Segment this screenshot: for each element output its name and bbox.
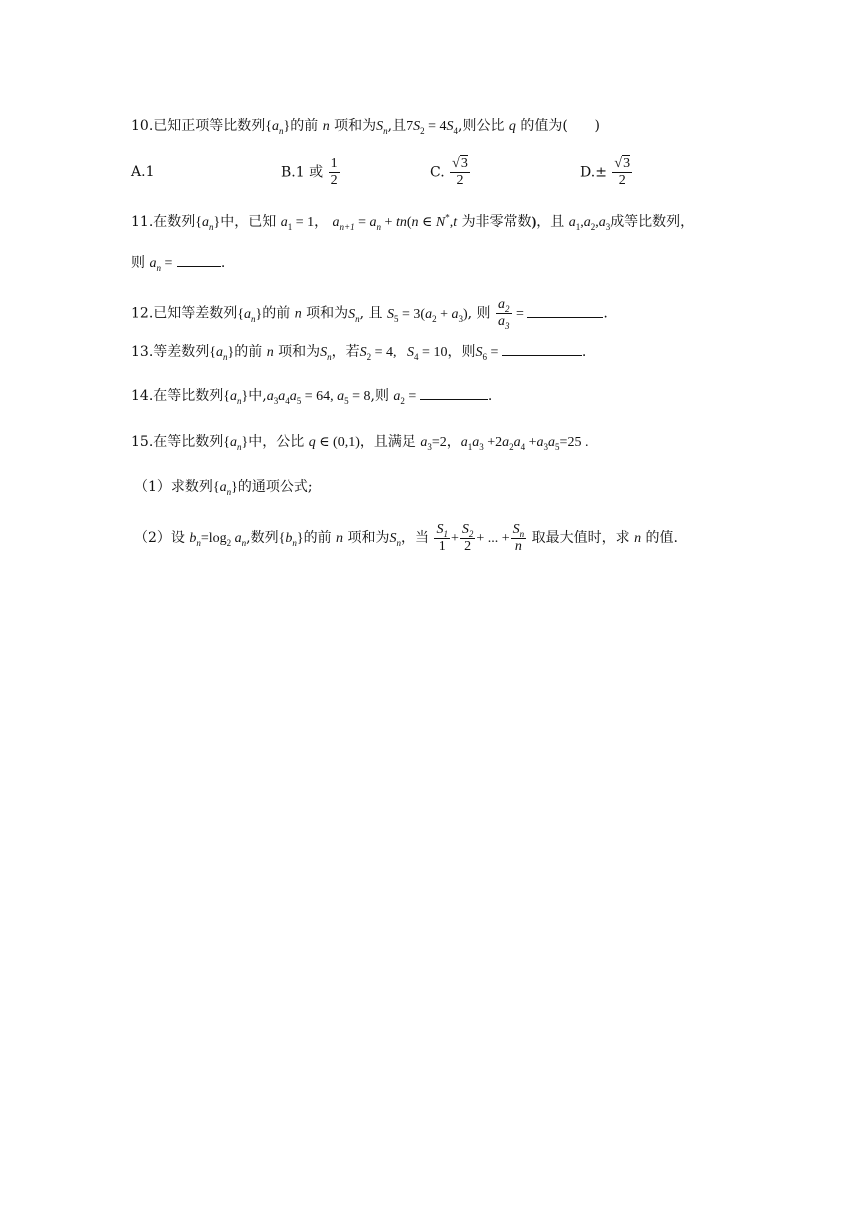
answer-blank[interactable] bbox=[527, 305, 603, 318]
question-number: 11. bbox=[131, 214, 154, 230]
question-text: 等差数列 bbox=[153, 344, 210, 360]
question-text: ,则 bbox=[370, 388, 389, 404]
answer-blank[interactable] bbox=[177, 254, 221, 267]
math-expr: $\{a_n\}$ bbox=[223, 435, 249, 452]
question-text: 为非零常数 bbox=[461, 214, 532, 230]
question-text: 项和为 bbox=[347, 530, 390, 546]
math-expr: q ∈ (0,1) bbox=[308, 435, 360, 450]
fraction: $\frac{S_1}{1}$ bbox=[436, 521, 448, 554]
question-text: ， bbox=[314, 214, 329, 230]
question-text: 中, bbox=[248, 388, 267, 404]
math-expr: $a_3a_4a_5 = 64$, $a_5 = 8$ bbox=[266, 389, 371, 406]
math-expr: $\{a_n\}$ bbox=[223, 389, 249, 406]
answer-blank[interactable] bbox=[420, 387, 488, 400]
fraction: $\frac{a_2}{a_3}$ bbox=[498, 297, 510, 331]
option-c bbox=[430, 156, 471, 189]
option-label: C. bbox=[430, 164, 445, 181]
math-expr: $S_n$ bbox=[348, 306, 360, 324]
option-label: D. bbox=[580, 164, 596, 181]
question-text: , 则 bbox=[467, 305, 491, 322]
question-text: 已知等差数列 bbox=[153, 305, 238, 322]
question-15-part-1 bbox=[134, 477, 313, 498]
question-text: 项和为 bbox=[334, 118, 377, 134]
question-text: ，且 bbox=[536, 214, 565, 230]
question-text: 的前 bbox=[262, 305, 291, 322]
math-expr: $a_n$ bbox=[149, 256, 161, 273]
math-expr: $a_2$ = bbox=[393, 389, 420, 406]
option-label: A. bbox=[131, 164, 146, 180]
question-text: ,则公比 bbox=[458, 118, 505, 134]
math-expr: $a_1,a_2,a_3$ bbox=[568, 215, 611, 232]
question-text: ，当 bbox=[401, 530, 429, 546]
question-12: 12.已知等差数列$\{a_n\}$的前 n 项和为$S_n$, 且 $S_5 = 3(a_2 + a_3)$, 则 $\frac{a_2}{a_3}$ = . bbox=[131, 297, 608, 331]
option-d bbox=[580, 156, 633, 189]
question-number: 10. bbox=[131, 118, 154, 134]
question-text: ) bbox=[594, 118, 600, 134]
math-expr: $\{b_n\}$ bbox=[278, 531, 304, 548]
question-text: 已知正项等比数列 bbox=[153, 118, 266, 134]
question-number: 13. bbox=[131, 344, 154, 360]
question-text: 中，公比 bbox=[248, 434, 305, 450]
math-expr: $a_1a_3 +2a_2a_4 +a_3a_5=25$ . bbox=[460, 435, 589, 452]
question-text: ， bbox=[446, 434, 461, 450]
question-10 bbox=[131, 116, 600, 137]
question-text: 的前 bbox=[290, 118, 319, 134]
question-text: 的通项公式; bbox=[237, 479, 313, 495]
question-14: 14.在等比数列$\{a_n\}$中$,a_3a_4a_5 = 64$, $a_5 = 8$,则 $a_2$ = . bbox=[131, 388, 493, 406]
math-expr: $S_2 = 4$, $S_4 = 10$ bbox=[359, 345, 448, 362]
fraction: $\frac{S_2}{2}$ bbox=[461, 521, 474, 554]
option-b bbox=[281, 156, 341, 189]
question-text: 取最大值时，求 bbox=[531, 530, 630, 546]
option-a bbox=[131, 162, 154, 182]
math-expr: $a_3=2$ bbox=[420, 435, 447, 452]
math-var: n bbox=[336, 531, 344, 546]
question-text: 在等比数列 bbox=[153, 388, 224, 404]
math-expr: $\{a_n\}$ bbox=[237, 306, 263, 324]
fraction: $\frac{√3}{2}$ bbox=[614, 156, 631, 188]
question-text: ,数列 bbox=[246, 530, 279, 546]
math-var: n bbox=[322, 119, 330, 134]
question-number: 12. bbox=[131, 305, 154, 322]
question-number: 14. bbox=[131, 388, 154, 404]
question-text: 的值为( bbox=[520, 118, 568, 134]
math-paren: ) bbox=[531, 215, 537, 230]
math-expr: $a_{n+1} = a_n + tn(n$ ∈ N*,t bbox=[332, 212, 458, 232]
question-text: 则 bbox=[131, 255, 145, 271]
math-expr: $S_6$ = bbox=[475, 345, 502, 362]
option-value: 1 bbox=[145, 164, 155, 180]
fraction: $\frac{1}{2}$ bbox=[330, 156, 338, 188]
question-15-part-2: （2）设 $b_n=\log_2$ $a_n$,数列$\{b_n\}$的前 n 项和为$S_n$，当 $\frac{S_1}{1}$ + $\frac{S_2}{2}$ + ... + $\frac{S_n}{n}$ 取最大值时，求 n 的值. bbox=[134, 521, 678, 554]
math-expr: $S_n$ bbox=[320, 345, 332, 362]
question-text: 在等比数列 bbox=[153, 434, 224, 450]
question-13: 13.等差数列$\{a_n\}$的前 n 项和为$S_n$，若$S_2 = 4$, $S_4 = 10$，则$S_6$ = . bbox=[131, 344, 587, 362]
answer-blank[interactable] bbox=[502, 343, 582, 356]
math-var: n bbox=[266, 345, 274, 360]
math-var: n bbox=[294, 306, 302, 322]
question-text: ，则 bbox=[447, 344, 476, 360]
math-var: q bbox=[508, 119, 516, 134]
math-expr: $S_5 = 3(a_2 + a_3)$ bbox=[387, 306, 468, 324]
question-number: 15. bbox=[131, 434, 154, 450]
math-expr: $S_n$ bbox=[389, 531, 401, 548]
question-15 bbox=[131, 432, 588, 453]
math-var: n bbox=[634, 531, 642, 546]
question-text: ,且 bbox=[387, 118, 407, 134]
question-11-cont: 则 $a_n$ = . bbox=[131, 255, 226, 273]
math-eq: = bbox=[160, 256, 173, 271]
question-text: （2）设 bbox=[134, 530, 185, 546]
question-text: ，若 bbox=[331, 344, 360, 360]
question-11 bbox=[131, 212, 694, 233]
question-text: （1）求数列 bbox=[134, 479, 213, 495]
math-expr: $b_n=\log_2$ $a_n$ bbox=[189, 531, 247, 548]
option-value: 1 或 bbox=[295, 164, 324, 181]
math-expr: $\{a_n\}$ bbox=[265, 119, 291, 136]
math-expr: $S_n$ bbox=[376, 119, 388, 136]
fraction: $\frac{S_n}{n}$ bbox=[512, 521, 525, 554]
question-text: ，且满足 bbox=[359, 434, 416, 450]
question-text: 在数列 bbox=[153, 214, 196, 230]
option-label: B. bbox=[281, 164, 296, 181]
question-text: 项和为 bbox=[306, 305, 349, 322]
question-text: 项和为 bbox=[278, 344, 321, 360]
math-expr: $\{a_n\}$ bbox=[209, 345, 235, 362]
question-text: , 且 bbox=[359, 305, 383, 322]
question-text: 的值. bbox=[645, 530, 678, 546]
math-expr: $\{a_n\}$ bbox=[195, 215, 221, 232]
question-text: 中，已知 bbox=[220, 214, 277, 230]
question-text: 的前 bbox=[234, 344, 263, 360]
math-expr: $7S_2 = 4S_4$ bbox=[406, 119, 458, 136]
option-value: ± bbox=[595, 164, 607, 181]
question-text: 的前 bbox=[303, 530, 332, 546]
math-expr: $a_1 = 1$ bbox=[280, 215, 315, 232]
question-text: 成等比数列， bbox=[610, 214, 695, 230]
math-expr: $\{a_n\}$ bbox=[212, 480, 238, 497]
fraction: $\frac{√3}{2}$ bbox=[452, 156, 468, 188]
